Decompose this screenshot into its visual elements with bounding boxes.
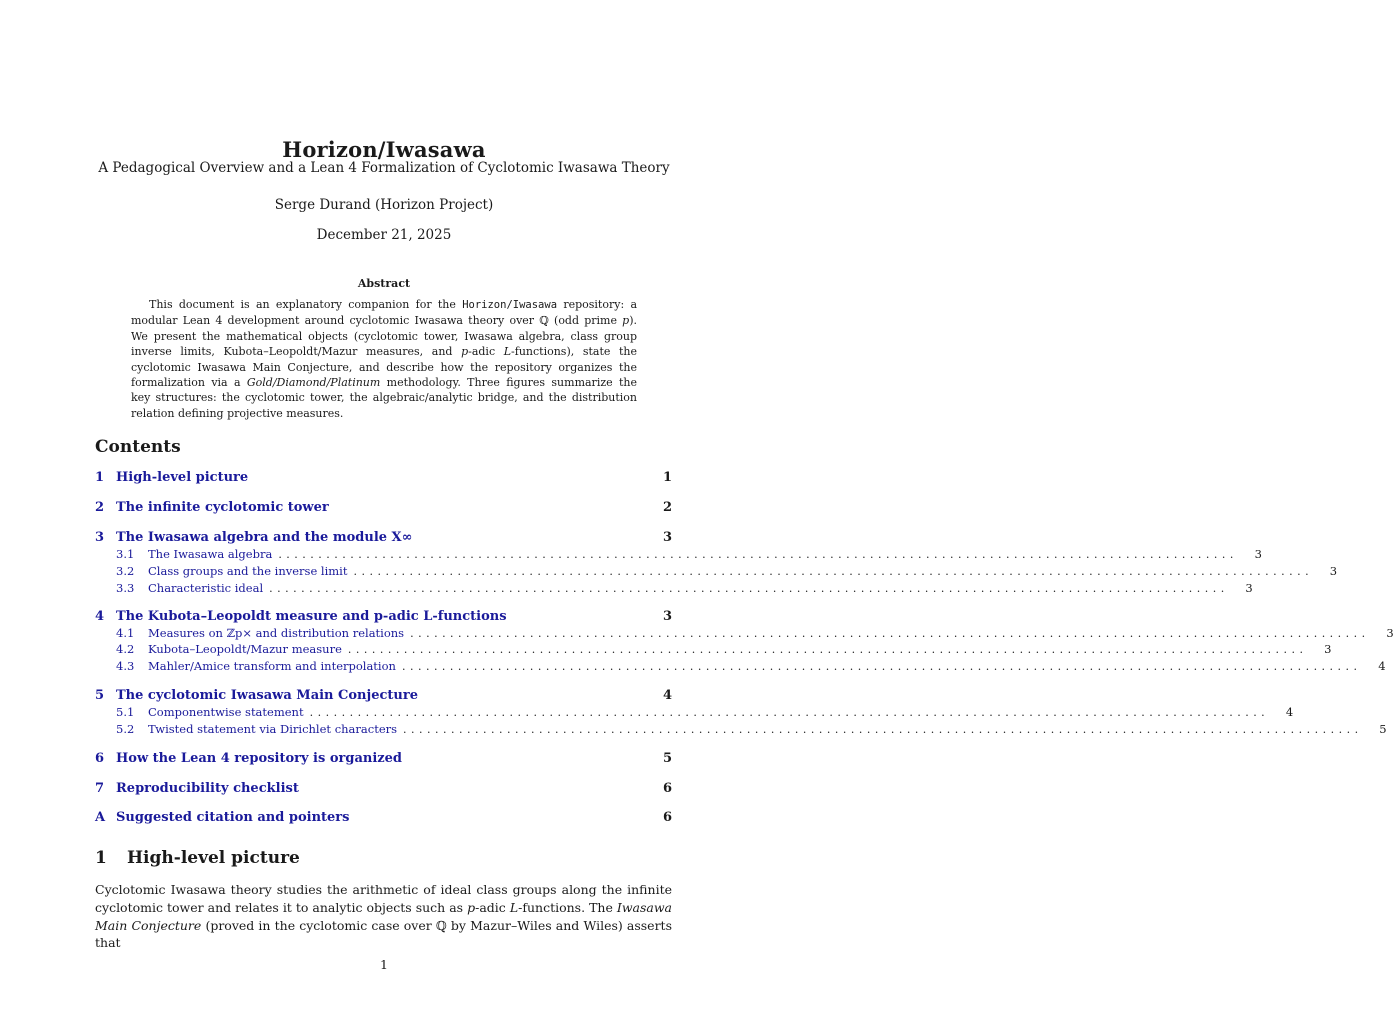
toc-subentry-4-2[interactable] bbox=[116, 642, 1332, 658]
paper-title: Horizon/Iwasawa bbox=[282, 137, 486, 162]
toc-entry-title[interactable]: Reproducibility checklist bbox=[116, 781, 299, 796]
toc-entry-1[interactable] bbox=[95, 470, 672, 488]
page-number: 1 bbox=[380, 957, 388, 972]
toc-leader-dots: ........................................................................................................................ bbox=[401, 660, 1362, 673]
toc-subentry-page: 3 bbox=[1324, 642, 1332, 656]
toc-entry-page: 1 bbox=[662, 470, 672, 485]
section-body: Cyclotomic Iwasawa theory studies the arithmetic of ideal class groups along the infinite cyclotomic tower and relates it to analytic objects such as p-adic L-functions. The Iwasawa Main Conjecture (proved in the cyclotomic case over ℚ by Mazur–Wiles and Wiles) asserts that bbox=[95, 882, 672, 951]
toc-subentry-page: 5 bbox=[1379, 722, 1387, 736]
toc-entry-number: 6 bbox=[95, 751, 105, 766]
toc-subentry-title[interactable]: Kubota–Leopoldt/Mazur measure bbox=[148, 642, 342, 656]
toc-entry-title[interactable]: The Iwasawa algebra and the module X∞ bbox=[116, 530, 413, 545]
toc-entry-page: 6 bbox=[662, 781, 672, 796]
section-heading: 1 High-level picture bbox=[95, 848, 300, 868]
toc-subentry-5-2[interactable] bbox=[116, 722, 1387, 738]
toc-subentry-3-1[interactable] bbox=[116, 547, 1262, 563]
toc-subentry-number: 4.3 bbox=[116, 659, 135, 673]
toc-entry-title[interactable]: Suggested citation and pointers bbox=[116, 810, 350, 825]
toc-subentry-page: 3 bbox=[1386, 626, 1394, 640]
toc-subentry-page: 3 bbox=[1245, 581, 1253, 595]
toc-subentry-number: 3.1 bbox=[116, 547, 135, 561]
toc-subentry-5-1[interactable] bbox=[116, 705, 1294, 721]
toc-leader-dots: ........................................................................................................................ bbox=[403, 723, 1363, 736]
toc-entry-number: 5 bbox=[95, 688, 105, 703]
toc-subentry-title[interactable]: Characteristic ideal bbox=[148, 581, 264, 595]
toc-entry-page: 3 bbox=[662, 609, 672, 624]
toc-entry-number: 3 bbox=[95, 530, 105, 545]
methodology-name: Gold/Diamond/Platinum bbox=[246, 376, 381, 390]
toc-entry-title[interactable]: How the Lean 4 repository is organized bbox=[116, 751, 402, 766]
toc-entry-4[interactable] bbox=[95, 609, 672, 627]
date-line: December 21, 2025 bbox=[316, 227, 452, 243]
toc-subentry-title[interactable]: Twisted statement via Dirichlet characters bbox=[148, 722, 398, 736]
toc-entry-page: 2 bbox=[662, 500, 672, 515]
toc-entry-page: 3 bbox=[662, 530, 672, 545]
toc-entry-title[interactable]: High-level picture bbox=[116, 470, 249, 485]
toc-entry-title[interactable]: The cyclotomic Iwasawa Main Conjecture bbox=[116, 688, 418, 703]
toc-subentry-number: 5.2 bbox=[116, 722, 135, 736]
toc-entry-number: 4 bbox=[95, 609, 105, 624]
paper-subtitle: A Pedagogical Overview and a Lean 4 Formalization of Cyclotomic Iwasawa Theory bbox=[98, 160, 670, 176]
toc-subentry-number: 4.2 bbox=[116, 642, 135, 656]
toc-subentry-number: 3.3 bbox=[116, 581, 135, 595]
toc-subentry-page: 3 bbox=[1254, 547, 1262, 561]
toc-subentry-title[interactable]: Measures on ℤp× and distribution relations bbox=[148, 626, 405, 640]
toc-entry-title[interactable]: The Kubota–Leopoldt measure and p-adic L-functions bbox=[116, 609, 507, 624]
toc-subentry-title[interactable]: Class groups and the inverse limit bbox=[148, 564, 348, 578]
toc-subentry-title[interactable]: The Iwasawa algebra bbox=[148, 547, 273, 561]
toc-subentry-number: 4.1 bbox=[116, 626, 135, 640]
toc-entry-number: 7 bbox=[95, 781, 105, 796]
toc-entry-2[interactable] bbox=[95, 500, 672, 518]
toc-subentry-number: 3.2 bbox=[116, 564, 135, 578]
toc-subentry-4-1[interactable] bbox=[116, 626, 1394, 642]
toc-entry-page: 6 bbox=[662, 810, 672, 825]
toc-entry-number: 2 bbox=[95, 500, 105, 515]
toc-entry-number: A bbox=[95, 810, 106, 825]
toc-subentry-title[interactable]: Componentwise statement bbox=[148, 705, 304, 719]
toc-entry-a[interactable] bbox=[95, 810, 672, 828]
toc-leader-dots: ........................................................................................................................ bbox=[278, 548, 1238, 561]
toc-subentry-number: 5.1 bbox=[116, 705, 135, 719]
toc-subentry-4-3[interactable] bbox=[116, 659, 1386, 675]
toc-entry-page: 5 bbox=[662, 751, 672, 766]
emphasis-text: Iwasawa Main Conjecture bbox=[95, 899, 672, 933]
toc-subentry-page: 4 bbox=[1285, 705, 1294, 719]
toc-leader-dots: ........................................................................................................................ bbox=[410, 627, 1370, 640]
abstract-body: This document is an explanatory companion for the Horizon/Iwasawa repository: a modular Lean 4 development around cyclotomic Iwasawa theory over ℚ (odd prime p). We present the mathematical objects (cyclotomic tower, Iwasawa algebra, class group inverse limits, Kubota–Leopoldt/Mazur measures, and p-adic L-functions), state the cyclotomic Iwasawa Main Conjecture, and describe how the repository organizes the formalization via a Gold/Diamond/Platinum methodology. Three figures summarize the key structures: the cyclotomic tower, the algebraic/analytic bridge, and the distribution relation defining projective measures. bbox=[131, 298, 637, 420]
toc-leader-dots: ........................................................................................................................ bbox=[347, 643, 1308, 656]
toc-entry-7[interactable] bbox=[95, 781, 672, 799]
author-line: Serge Durand (Horizon Project) bbox=[274, 197, 494, 213]
toc-entry-6[interactable] bbox=[95, 751, 672, 769]
toc-leader-dots: ........................................................................................................................ bbox=[353, 565, 1314, 578]
toc-subentry-title[interactable]: Mahler/Amice transform and interpolation bbox=[148, 659, 396, 673]
toc-subentry-3-3[interactable] bbox=[116, 581, 1253, 597]
toc-entry-page: 4 bbox=[662, 688, 672, 703]
abstract-heading: Abstract bbox=[357, 277, 411, 290]
toc-entry-5[interactable] bbox=[95, 688, 672, 706]
toc-entry-number: 1 bbox=[95, 470, 105, 485]
toc-subentry-page: 4 bbox=[1378, 659, 1386, 673]
toc-leader-dots: ........................................................................................................................ bbox=[269, 582, 1229, 595]
contents-heading: Contents bbox=[95, 437, 181, 457]
toc-subentry-page: 3 bbox=[1329, 564, 1338, 578]
toc-subentry-3-2[interactable] bbox=[116, 564, 1338, 580]
toc-entry-title[interactable]: The infinite cyclotomic tower bbox=[116, 500, 329, 515]
toc-entry-3[interactable] bbox=[95, 530, 672, 548]
toc-leader-dots: ........................................................................................................................ bbox=[309, 706, 1270, 719]
repo-name: Horizon/Iwasawa bbox=[462, 299, 558, 311]
